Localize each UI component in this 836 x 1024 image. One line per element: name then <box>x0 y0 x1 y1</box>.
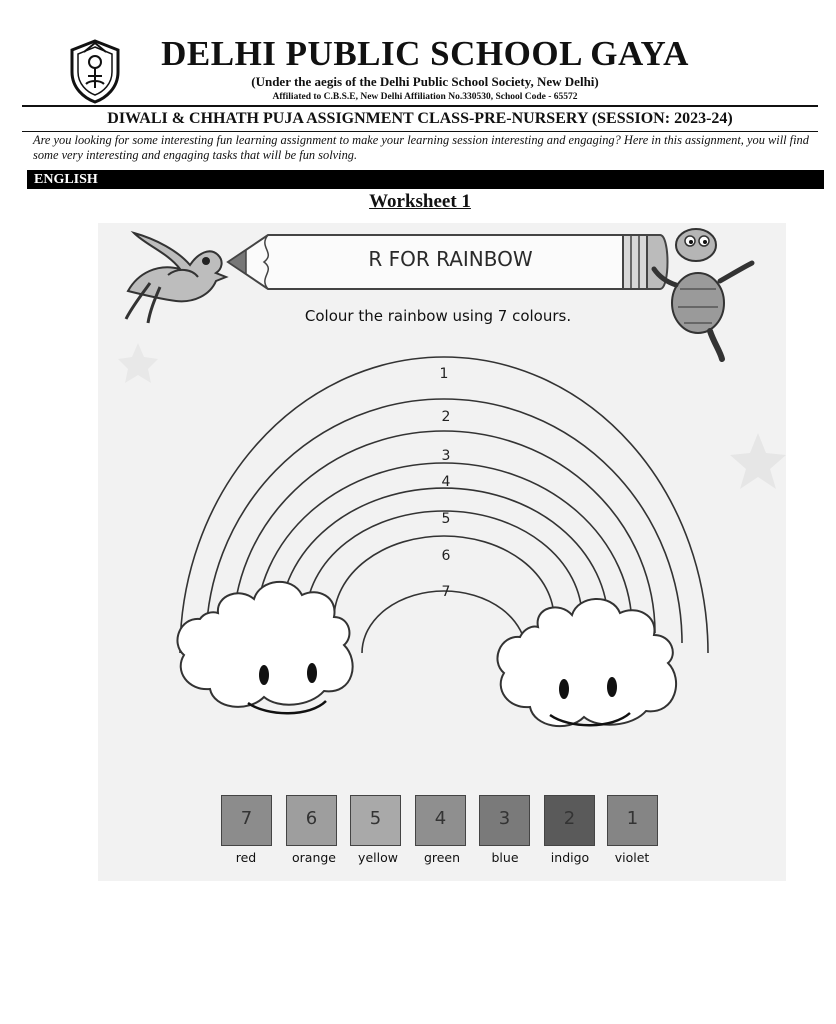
school-crest-icon <box>66 38 124 104</box>
band-number-7: 7 <box>441 584 451 600</box>
worksheet-title: Worksheet 1 <box>369 191 471 212</box>
swatch-number: 5 <box>369 808 382 829</box>
swatch-label-indigo: indigo <box>550 850 590 865</box>
band-number-6: 6 <box>441 548 451 564</box>
swatch-label-green: green <box>423 850 461 865</box>
swatch-number: 3 <box>498 808 511 829</box>
swatch-number: 6 <box>305 808 318 829</box>
cloud-right <box>497 599 676 726</box>
band-number-4: 4 <box>441 474 451 490</box>
star-decoration <box>730 433 786 489</box>
turtle-icon <box>654 229 752 359</box>
school-name: DELHI PUBLIC SCHOOL GAYA <box>161 34 689 73</box>
section-bar <box>27 170 824 189</box>
band-number-5: 5 <box>441 511 451 527</box>
band-number-3: 3 <box>441 448 451 464</box>
swatch-violet <box>607 795 658 846</box>
aegis-line: (Under the aegis of the Delhi Public School Society, New Delhi) <box>251 74 599 89</box>
swatch-number: 4 <box>434 808 447 829</box>
page-header <box>0 0 836 106</box>
cloud-left <box>177 582 352 713</box>
band-number-2: 2 <box>441 409 451 425</box>
swatch-yellow <box>350 795 401 846</box>
swatch-label-violet: violet <box>614 850 650 865</box>
title-divider <box>22 131 818 132</box>
instruction-text: Colour the rainbow using 7 colours. <box>304 307 572 325</box>
header-divider <box>22 105 818 107</box>
assignment-title: DIWALI & CHHATH PUJA ASSIGNMENT CLASS-PRE-NURSERY (SESSION: 2023-24) <box>107 110 733 127</box>
swatch-orange <box>286 795 337 846</box>
bird-icon <box>126 233 226 323</box>
rainbow-worksheet <box>98 223 786 881</box>
swatch-number: 1 <box>626 808 639 829</box>
pencil-label: R FOR RAINBOW <box>368 247 533 271</box>
swatch-number: 7 <box>240 808 253 829</box>
swatch-label-blue: blue <box>491 850 519 865</box>
swatch-indigo <box>544 795 595 846</box>
swatch-blue <box>479 795 530 846</box>
swatch-label-red: red <box>235 850 257 865</box>
swatch-red <box>221 795 272 846</box>
star-decoration <box>118 343 158 383</box>
swatch-label-orange: orange <box>292 850 336 865</box>
affiliation-line: Affiliated to C.B.S.E, New Delhi Affiliation No.330530, School Code - 65572 <box>272 92 578 102</box>
swatch-label-yellow: yellow <box>358 850 398 865</box>
band-number-1: 1 <box>439 366 449 382</box>
section-label: ENGLISH <box>34 172 98 187</box>
swatch-green <box>415 795 466 846</box>
intro-text: Are you looking for some interesting fun learning assignment to make your learning session interesting and engaging? Here in this assignment, you will find some very interesting and engaging tasks that will be fun solving. <box>33 133 809 162</box>
swatch-number: 2 <box>563 808 576 829</box>
